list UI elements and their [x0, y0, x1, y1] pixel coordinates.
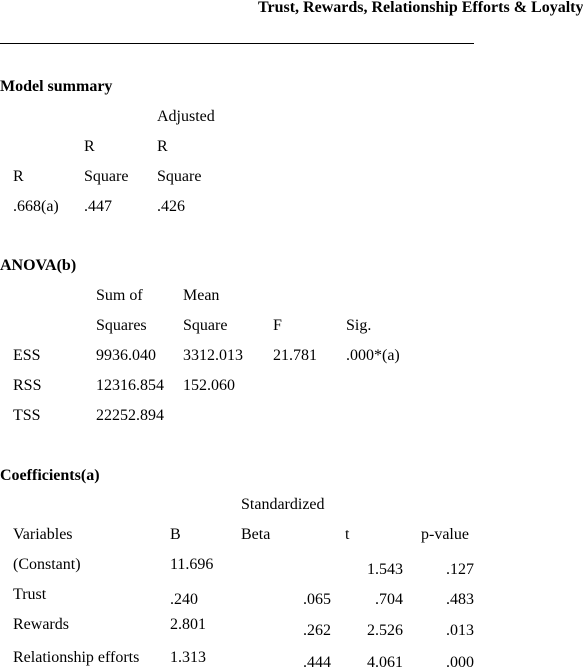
- r-square-header-line1: R: [84, 138, 95, 155]
- coef-row-label: Relationship efforts: [13, 649, 140, 666]
- anova-sig-value: .000*(a): [346, 347, 400, 364]
- coefficients-heading: Coefficients(a): [0, 467, 100, 484]
- coef-t-value: .704: [375, 591, 403, 608]
- anova-ms-value: 152.060: [183, 377, 235, 394]
- anova-heading: ANOVA(b): [0, 257, 77, 274]
- r-header: R: [13, 168, 24, 185]
- coef-beta-value: .444: [303, 654, 331, 671]
- r-value: .668(a): [13, 198, 59, 215]
- coef-beta-value: .262: [303, 622, 331, 639]
- anova-ss-value: 9936.040: [96, 347, 156, 364]
- ms-header-line2: Square: [183, 317, 228, 334]
- coef-b-value: 2.801: [170, 616, 206, 633]
- coef-b-value: .240: [170, 591, 198, 608]
- coef-p-value: .013: [446, 622, 474, 639]
- standardized-header: Standardized: [241, 496, 325, 513]
- anova-row-label: RSS: [13, 377, 42, 394]
- coef-p-value: .483: [446, 591, 474, 608]
- coef-row-label: (Constant): [13, 556, 81, 573]
- adjusted-r-square-value: .426: [157, 198, 185, 215]
- coef-b-value: 11.696: [170, 556, 214, 573]
- anova-ms-value: 3312.013: [183, 347, 243, 364]
- coef-row-label: Trust: [13, 586, 47, 603]
- b-header: B: [170, 526, 181, 543]
- beta-header: Beta: [241, 526, 271, 543]
- coef-t-value: 1.543: [367, 561, 403, 578]
- anova-row-label: TSS: [13, 407, 41, 424]
- anova-ss-value: 22252.894: [96, 407, 164, 424]
- r-square-value: .447: [84, 198, 112, 215]
- coef-t-value: 4.061: [367, 654, 403, 671]
- adjusted-header-line3: Square: [157, 168, 202, 185]
- coef-p-value: .000: [446, 654, 474, 671]
- coef-p-value: .127: [446, 561, 474, 578]
- anova-f-value: 21.781: [273, 347, 317, 364]
- ss-header-line2: Squares: [96, 317, 147, 334]
- variables-header: Variables: [13, 526, 73, 543]
- title-divider: [0, 43, 474, 44]
- f-header: F: [273, 317, 282, 334]
- coef-beta-value: .065: [303, 591, 331, 608]
- p-value-header: p-value: [421, 526, 469, 543]
- sig-header: Sig.: [346, 317, 372, 334]
- coef-t-value: 2.526: [367, 622, 403, 639]
- ms-header-line1: Mean: [183, 287, 220, 304]
- adjusted-header-line2: R: [157, 138, 168, 155]
- anova-ss-value: 12316.854: [96, 377, 164, 394]
- adjusted-header-line1: Adjusted: [157, 108, 215, 125]
- anova-row-label: ESS: [13, 347, 41, 364]
- t-header: t: [345, 526, 350, 543]
- page-title: Trust, Rewards, Relationship Efforts & Loyalty: [258, 0, 583, 16]
- coef-b-value: 1.313: [170, 649, 206, 666]
- model-summary-heading: Model summary: [0, 78, 113, 95]
- coef-row-label: Rewards: [13, 616, 69, 633]
- r-square-header-line2: Square: [84, 168, 129, 185]
- ss-header-line1: Sum of: [96, 287, 143, 304]
